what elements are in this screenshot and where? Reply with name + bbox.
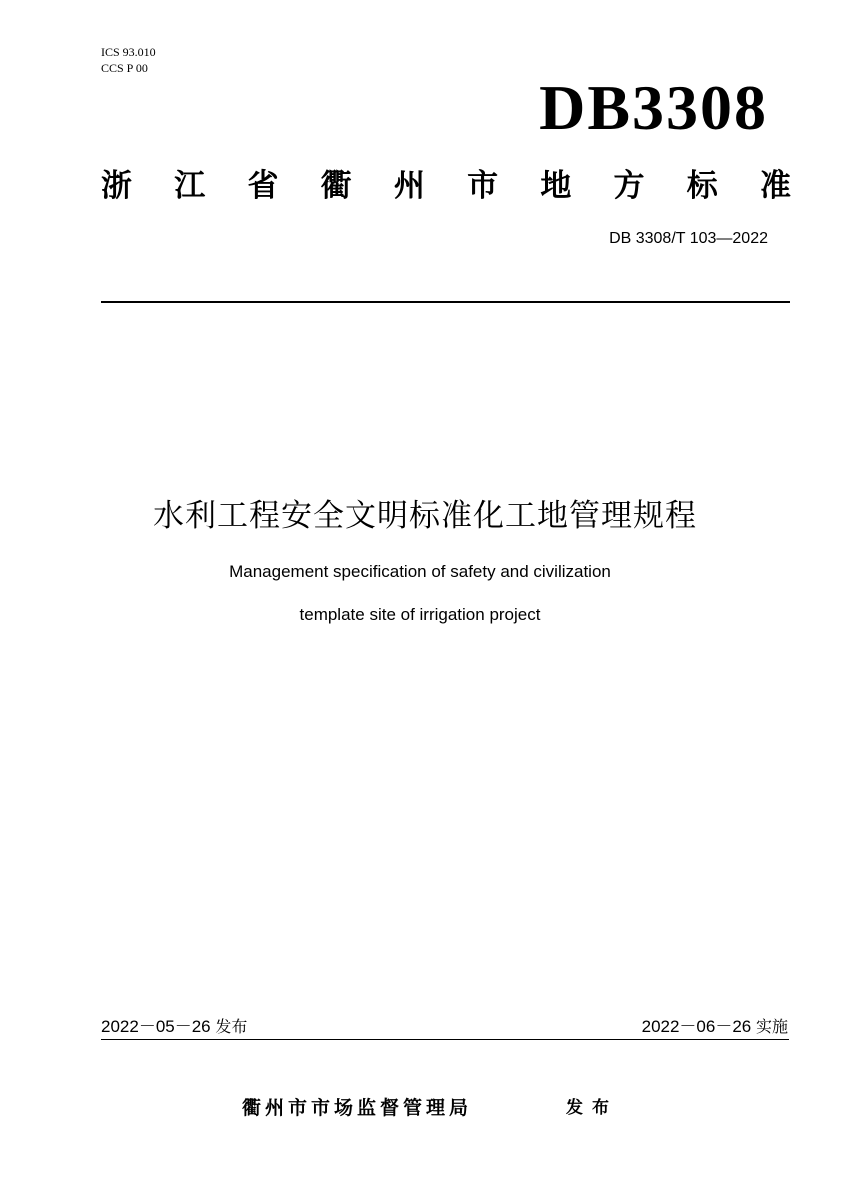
- implementation-date: [642, 1016, 788, 1038]
- standard-code: DB3308: [539, 72, 768, 143]
- header-divider: [101, 301, 790, 303]
- standard-type-char: 浙: [101, 168, 132, 204]
- standard-type-char: 地: [540, 168, 572, 204]
- standard-type-char: 方: [613, 168, 645, 204]
- ccs-code: CCS P 00: [101, 61, 148, 75]
- ics-code: ICS 93.010: [101, 45, 156, 59]
- issue-date-value: 2022－05－26: [101, 1017, 211, 1036]
- standard-type-char: 市: [467, 168, 499, 204]
- publisher-action: 发布: [566, 1098, 618, 1118]
- standard-type-char: 江: [174, 168, 206, 204]
- document-title-english-line2: template site of irrigation project: [299, 605, 541, 624]
- issue-date-label: 发布: [215, 1017, 248, 1036]
- standard-type-char: 标: [686, 168, 718, 204]
- document-title-chinese: 水利工程安全文明标准化工地管理规程: [153, 498, 697, 534]
- publisher-name: 衢州市市场监督管理局: [242, 1097, 473, 1119]
- standard-type-char: 省: [247, 168, 279, 204]
- standard-type-char: 衢: [320, 168, 352, 204]
- standard-type-heading: [101, 164, 791, 208]
- standard-number: DB 3308/T 103—2022: [609, 230, 768, 247]
- implementation-date-value: 2022－06－26: [641, 1017, 752, 1036]
- implementation-date-label: 实施: [755, 1017, 788, 1036]
- issue-date: [101, 1016, 247, 1038]
- footer-divider: [101, 1039, 789, 1040]
- document-title-english-line1: Management specification of safety and civilization: [229, 562, 611, 581]
- standard-type-char: 州: [393, 168, 425, 204]
- standard-type-char: 准: [759, 168, 791, 204]
